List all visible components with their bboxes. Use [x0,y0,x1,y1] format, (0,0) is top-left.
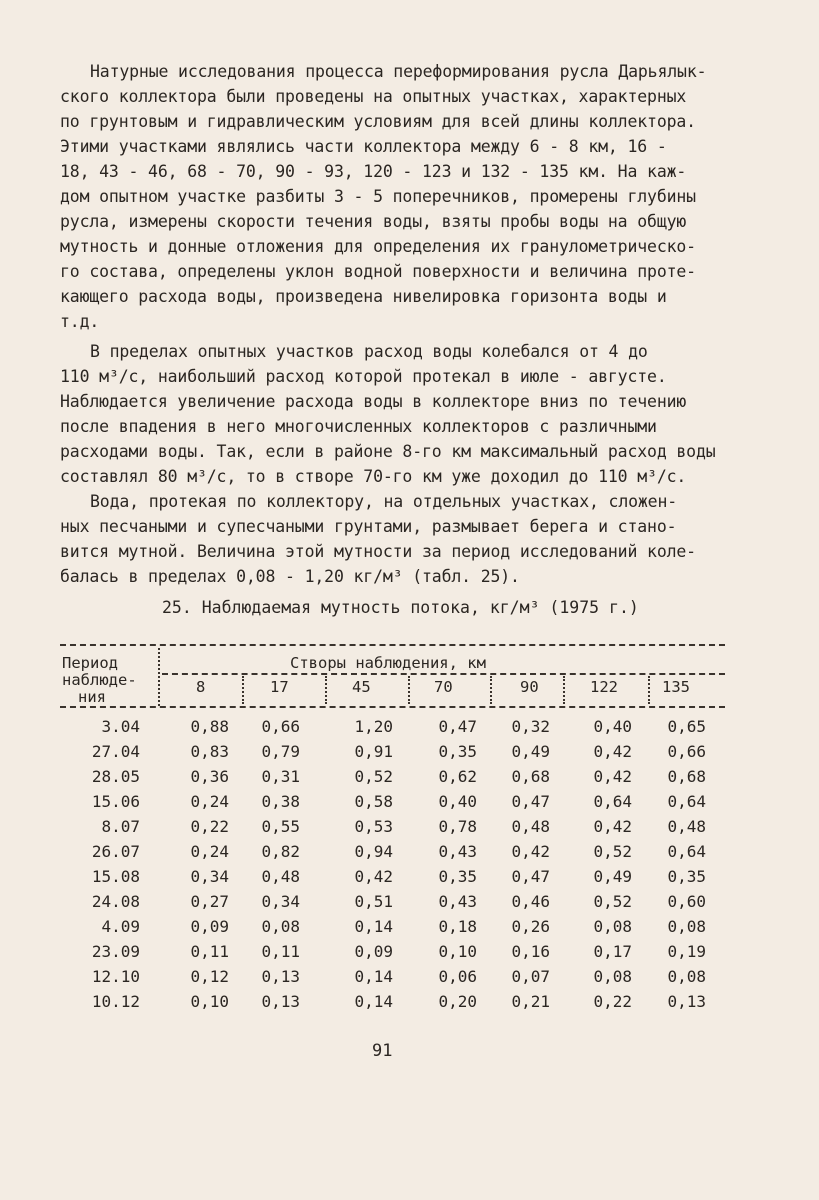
text-line: 110 м³/с, наибольший расход которой протекал в июле - августе. [60,367,667,386]
value-cell: 0,22 [190,817,229,836]
value-cell: 0,32 [511,717,550,736]
value-cell: 0,64 [593,792,632,811]
value-cell: 0,42 [593,742,632,761]
period-cell: 28.05 [91,767,140,786]
value-cell: 0,16 [511,942,550,961]
text-line: Натурные исследования процесса переформирования русла Дарьялык- [90,62,707,81]
value-cell: 0,42 [593,767,632,786]
value-cell: 0,68 [511,767,550,786]
table-caption: 25. Наблюдаемая мутность потока, кг/м³ (1975 г.) [162,598,639,617]
text-line: расходами воды. Так, если в районе 8-го км максимальный расход воды [60,442,716,461]
page-number: 91 [372,1041,393,1061]
value-cell: 0,42 [593,817,632,836]
value-cell: 0,91 [354,742,393,761]
value-cell: 0,10 [190,992,229,1011]
text-line: ных песчаными и супесчаными грунтами, размывает берега и стано- [60,517,677,536]
value-cell: 0,11 [190,942,229,961]
value-cell: 0,19 [667,942,706,961]
text-line: ского коллектора были проведены на опытных участках, характерных [60,87,687,106]
value-cell: 0,35 [438,867,477,886]
value-cell: 1,20 [354,717,393,736]
period-header-line: наблюде- [62,671,137,689]
value-cell: 0,64 [667,842,706,861]
value-cell: 0,12 [190,967,229,986]
value-cell: 0,21 [511,992,550,1011]
text-line: го состава, определены уклон водной поверхности и величина проте- [60,262,696,281]
value-cell: 0,13 [667,992,706,1011]
value-cell: 0,08 [593,967,632,986]
text-line: дом опытном участке разбиты 3 - 5 поперечников, промерены глубины [60,187,696,206]
value-cell: 0,24 [190,842,229,861]
value-cell: 0,09 [190,917,229,936]
column-header-70: 70 [434,678,453,696]
text-line: балась в пределах 0,08 - 1,20 кг/м³ (табл. 25). [60,567,520,586]
value-cell: 0,47 [438,717,477,736]
text-line: русла, измерены скорости течения воды, взяты пробы воды на общую [60,212,687,231]
value-cell: 0,20 [438,992,477,1011]
value-cell: 0,42 [354,867,393,886]
value-cell: 0,79 [261,742,300,761]
period-cell: 8.07 [101,817,140,836]
value-cell: 0,07 [511,967,550,986]
value-cell: 0,18 [438,917,477,936]
column-separator [490,676,492,704]
period-cell: 26.07 [91,842,140,861]
period-cell: 27.04 [91,742,140,761]
value-cell: 0,13 [261,992,300,1011]
value-cell: 0,40 [593,717,632,736]
value-cell: 0,08 [667,967,706,986]
value-cell: 0,11 [261,942,300,961]
period-cell: 15.08 [91,867,140,886]
text-line: после впадения в него многочисленных коллекторов с различными [60,417,657,436]
value-cell: 0,52 [354,767,393,786]
value-cell: 0,31 [261,767,300,786]
text-line: Вода, протекая по коллектору, на отдельных участках, сложен- [90,492,678,511]
period-cell: 23.09 [91,942,140,961]
text-line: В пределах опытных участков расход воды колебался от 4 до [90,342,648,361]
value-cell: 0,66 [667,742,706,761]
value-cell: 0,43 [438,842,477,861]
value-cell: 0,58 [354,792,393,811]
text-line: кающего расхода воды, произведена нивелировка горизонта воды и [60,287,667,306]
column-separator [408,676,410,704]
column-separator [242,676,244,704]
value-cell: 0,48 [667,817,706,836]
period-header-line: Период [62,654,118,672]
text-line: Наблюдается увеличение расхода воды в коллекторе вниз по течению [60,392,687,411]
group-header-rule [162,673,725,675]
value-cell: 0,47 [511,792,550,811]
value-cell: 0,09 [354,942,393,961]
value-cell: 0,10 [438,942,477,961]
column-separator [325,676,327,704]
value-cell: 0,08 [261,917,300,936]
value-cell: 0,68 [667,767,706,786]
value-cell: 0,48 [511,817,550,836]
period-header-line: ния [78,688,106,706]
value-cell: 0,46 [511,892,550,911]
value-cell: 0,13 [261,967,300,986]
column-header-135: 135 [662,678,690,696]
period-cell: 4.09 [101,917,140,936]
stations-group-header: Створы наблюдения, км [290,654,486,672]
value-cell: 0,14 [354,992,393,1011]
column-separator [158,648,160,706]
table-top-rule [60,644,725,646]
text-line: вится мутной. Величина этой мутности за период исследований коле- [60,542,696,561]
text-line: Этими участками являлись части коллектора между 6 - 8 км, 16 - [60,137,667,156]
value-cell: 0,49 [511,742,550,761]
value-cell: 0,34 [261,892,300,911]
value-cell: 0,47 [511,867,550,886]
value-cell: 0,38 [261,792,300,811]
value-cell: 0,34 [190,867,229,886]
value-cell: 0,66 [261,717,300,736]
column-header-122: 122 [590,678,618,696]
value-cell: 0,60 [667,892,706,911]
value-cell: 0,52 [593,842,632,861]
value-cell: 0,49 [593,867,632,886]
table-header-rule [60,706,725,708]
value-cell: 0,17 [593,942,632,961]
value-cell: 0,64 [667,792,706,811]
value-cell: 0,83 [190,742,229,761]
value-cell: 0,52 [593,892,632,911]
value-cell: 0,78 [438,817,477,836]
value-cell: 0,27 [190,892,229,911]
value-cell: 0,62 [438,767,477,786]
column-header-17: 17 [270,678,289,696]
value-cell: 0,08 [667,917,706,936]
value-cell: 0,06 [438,967,477,986]
value-cell: 0,26 [511,917,550,936]
value-cell: 0,40 [438,792,477,811]
value-cell: 0,08 [593,917,632,936]
value-cell: 0,43 [438,892,477,911]
value-cell: 0,24 [190,792,229,811]
period-cell: 10.12 [91,992,140,1011]
value-cell: 0,35 [667,867,706,886]
column-header-45: 45 [352,678,371,696]
value-cell: 0,22 [593,992,632,1011]
value-cell: 0,65 [667,717,706,736]
text-line: составлял 80 м³/с, то в створе 70-го км уже доходил до 110 м³/с. [60,467,687,486]
text-line: по грунтовым и гидравлическим условиям для всей длины коллектора. [60,112,696,131]
value-cell: 0,42 [511,842,550,861]
value-cell: 0,53 [354,817,393,836]
period-cell: 12.10 [91,967,140,986]
text-line: т.д. [60,312,100,331]
period-cell: 15.06 [91,792,140,811]
text-line: мутность и донные отложения для определения их гранулометрическо- [60,237,696,256]
value-cell: 0,35 [438,742,477,761]
value-cell: 0,48 [261,867,300,886]
column-header-8: 8 [196,678,206,696]
value-cell: 0,94 [354,842,393,861]
value-cell: 0,88 [190,717,229,736]
text-line: 18, 43 - 46, 68 - 70, 90 - 93, 120 - 123 и 132 - 135 км. На каж- [60,162,687,181]
column-separator [563,676,565,704]
period-cell: 3.04 [101,717,140,736]
column-separator [648,676,650,704]
column-header-90: 90 [520,678,539,696]
value-cell: 0,82 [261,842,300,861]
value-cell: 0,14 [354,917,393,936]
period-cell: 24.08 [91,892,140,911]
value-cell: 0,14 [354,967,393,986]
value-cell: 0,36 [190,767,229,786]
value-cell: 0,51 [354,892,393,911]
value-cell: 0,55 [261,817,300,836]
